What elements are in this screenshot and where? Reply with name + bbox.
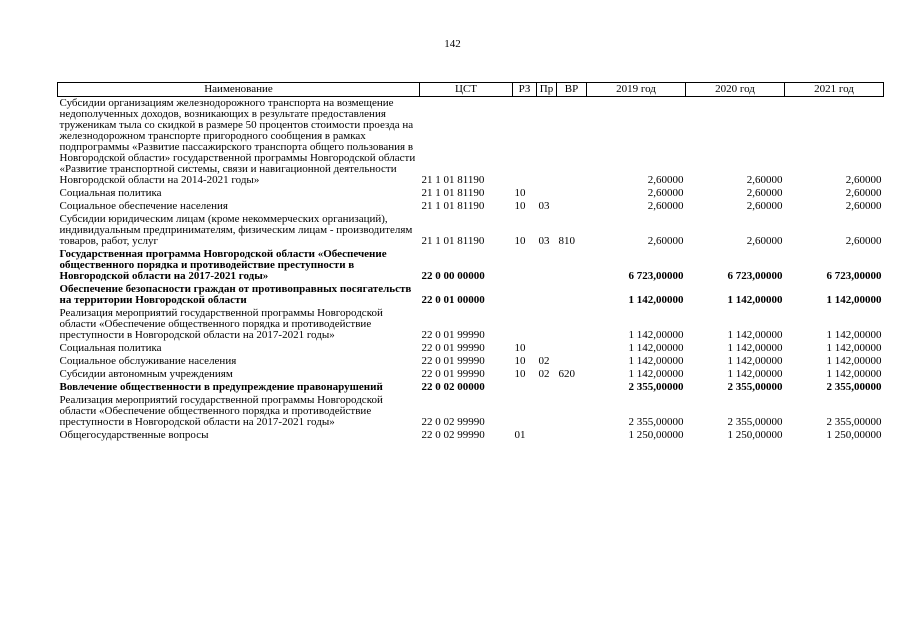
row-value-2020: 1 142,00000 [727, 342, 783, 354]
row-vr [557, 200, 587, 213]
row-name: Реализация мероприятий государственной программы Новгородской области «Обеспечение общественного порядка и противодействие преступности в Новгородской области на 2017-2021 годы» [59, 307, 383, 341]
row-value-2021: 2,60000 [845, 174, 882, 186]
row-rz: 10 [514, 235, 526, 247]
row-cst: 22 0 01 99990 [421, 355, 485, 367]
row-pr [537, 342, 557, 355]
row-name: Субсидии автономным учреждениям [59, 368, 233, 380]
row-rz: 10 [514, 368, 526, 380]
row-value-2020: 1 142,00000 [727, 368, 783, 380]
row-cst: 21 1 01 81190 [421, 187, 485, 199]
row-name: Обеспечение безопасности граждан от противоправных посягательств на территории Новгородской области [59, 283, 412, 306]
row-vr [557, 429, 587, 442]
row-rz [513, 283, 537, 307]
budget-table [57, 82, 884, 442]
header-name: Наименование [58, 83, 420, 97]
header-pr: Пр [537, 83, 557, 97]
table-row [58, 200, 884, 213]
row-value-2020: 1 250,00000 [727, 429, 783, 441]
row-cst: 21 1 01 81190 [421, 200, 485, 212]
row-rz: 10 [514, 355, 526, 367]
row-rz: 10 [514, 200, 526, 212]
row-value-2019: 2,60000 [647, 235, 684, 247]
row-vr [557, 394, 587, 429]
row-value-2019: 1 142,00000 [628, 294, 684, 306]
row-value-2020: 6 723,00000 [727, 270, 783, 282]
row-value-2019: 1 250,00000 [628, 429, 684, 441]
table-row [58, 381, 884, 394]
table-row [58, 368, 884, 381]
row-name: Социальное обеспечение населения [59, 200, 228, 212]
row-value-2021: 2 355,00000 [826, 381, 882, 393]
row-value-2021: 1 142,00000 [826, 355, 882, 367]
header-rz: РЗ [513, 83, 537, 97]
header-cst: ЦСТ [420, 83, 513, 97]
table-row [58, 355, 884, 368]
row-pr [537, 394, 557, 429]
table-row [58, 307, 884, 342]
row-cst: 21 1 01 81190 [421, 174, 485, 186]
row-vr [557, 248, 587, 283]
row-value-2019: 1 142,00000 [628, 368, 684, 380]
row-rz [513, 394, 537, 429]
row-cst: 22 0 01 99990 [421, 342, 485, 354]
row-name: Субсидии юридическим лицам (кроме некоммерческих организаций), индивидуальным предпринимателям, физическим лицам - производителям товаров, работ, услуг [59, 213, 413, 247]
row-pr: 03 [538, 235, 550, 247]
table-row [58, 187, 884, 200]
row-value-2019: 6 723,00000 [628, 270, 684, 282]
row-value-2021: 1 142,00000 [826, 294, 882, 306]
row-vr: 810 [558, 235, 575, 247]
table-row [58, 394, 884, 429]
row-cst: 22 0 02 00000 [421, 381, 485, 393]
row-vr [557, 307, 587, 342]
row-pr [537, 429, 557, 442]
table-row [58, 213, 884, 248]
row-cst: 22 0 00 00000 [421, 270, 485, 282]
row-pr [537, 283, 557, 307]
page-number: 142 [444, 38, 461, 50]
row-value-2020: 2 355,00000 [727, 381, 783, 393]
row-value-2021: 1 142,00000 [826, 342, 882, 354]
row-rz [513, 307, 537, 342]
row-value-2021: 2,60000 [845, 200, 882, 212]
table-row [58, 429, 884, 442]
row-cst: 22 0 01 00000 [421, 294, 485, 306]
row-value-2019: 1 142,00000 [628, 355, 684, 367]
table-row [58, 248, 884, 283]
row-pr [537, 97, 557, 188]
header-2021: 2021 год [785, 83, 884, 97]
row-value-2019: 2,60000 [647, 174, 684, 186]
row-rz [513, 248, 537, 283]
row-name: Социальная политика [59, 342, 162, 354]
row-value-2020: 2,60000 [746, 174, 783, 186]
row-rz: 10 [514, 187, 526, 199]
row-value-2021: 1 250,00000 [826, 429, 882, 441]
header-2020: 2020 год [686, 83, 785, 97]
row-value-2020: 2 355,00000 [727, 416, 783, 428]
row-value-2021: 1 142,00000 [826, 329, 882, 341]
row-value-2019: 2 355,00000 [628, 416, 684, 428]
row-rz: 10 [514, 342, 526, 354]
row-vr [557, 342, 587, 355]
row-vr [557, 355, 587, 368]
row-name: Социальная политика [59, 187, 162, 199]
row-pr: 02 [538, 355, 550, 367]
row-pr [537, 248, 557, 283]
row-cst: 22 0 02 99990 [421, 416, 485, 428]
row-vr [557, 187, 587, 200]
row-cst: 22 0 01 99990 [421, 329, 485, 341]
row-pr: 03 [538, 200, 550, 212]
row-value-2020: 1 142,00000 [727, 329, 783, 341]
row-cst: 22 0 02 99990 [421, 429, 485, 441]
row-value-2021: 2,60000 [845, 235, 882, 247]
header-2019: 2019 год [587, 83, 686, 97]
row-rz [513, 97, 537, 188]
row-value-2019: 1 142,00000 [628, 342, 684, 354]
row-value-2021: 1 142,00000 [826, 368, 882, 380]
row-name: Вовлечение общественности в предупреждение правонарушений [59, 381, 383, 393]
row-rz [513, 381, 537, 394]
header-vr: ВР [557, 83, 587, 97]
table-header-row [58, 83, 884, 97]
table-row [58, 283, 884, 307]
row-value-2020: 1 142,00000 [727, 355, 783, 367]
row-vr [557, 283, 587, 307]
table-row [58, 342, 884, 355]
row-value-2019: 2,60000 [647, 200, 684, 212]
row-pr [537, 307, 557, 342]
row-vr [557, 381, 587, 394]
row-value-2020: 2,60000 [746, 200, 783, 212]
row-name: Общегосударственные вопросы [59, 429, 209, 441]
row-value-2019: 2,60000 [647, 187, 684, 199]
row-value-2020: 2,60000 [746, 187, 783, 199]
row-name: Реализация мероприятий государственной программы Новгородской области «Обеспечение общественного порядка и противодействие преступности в Новгородской области на 2017-2021 годы» [59, 394, 383, 428]
row-value-2021: 6 723,00000 [826, 270, 882, 282]
row-cst: 22 0 01 99990 [421, 368, 485, 380]
row-value-2020: 1 142,00000 [727, 294, 783, 306]
row-name: Государственная программа Новгородской области «Обеспечение общественного порядка и противодействие преступности в Новгородской области на 2017-2021 годы» [59, 248, 387, 282]
row-cst: 21 1 01 81190 [421, 235, 485, 247]
table-body [58, 97, 884, 443]
row-pr [537, 381, 557, 394]
row-pr: 02 [538, 368, 550, 380]
row-vr: 620 [558, 368, 575, 380]
row-value-2019: 2 355,00000 [628, 381, 684, 393]
row-name: Субсидии организациям железнодорожного транспорта на возмещение недополученных доходов, возникающих в результате предоставления труженикам тыла со скидкой в размере 50 процентов стоимости проезда на железнодорожном транспорте пригородного сообщения в рамках подпрограммы «Развитие пассажирского транспорта общего пользования в Новгородской области» государственной программы Новгородской области «Развитие транспортной системы, связи и навигационной деятельности Новгородской области на 2014-2021 годы» [59, 97, 416, 186]
row-rz: 01 [514, 429, 526, 441]
row-value-2021: 2 355,00000 [826, 416, 882, 428]
row-pr [537, 187, 557, 200]
row-value-2019: 1 142,00000 [628, 329, 684, 341]
row-name: Социальное обслуживание населения [59, 355, 237, 367]
table-row [58, 97, 884, 188]
row-value-2020: 2,60000 [746, 235, 783, 247]
row-vr [557, 97, 587, 188]
row-value-2021: 2,60000 [845, 187, 882, 199]
